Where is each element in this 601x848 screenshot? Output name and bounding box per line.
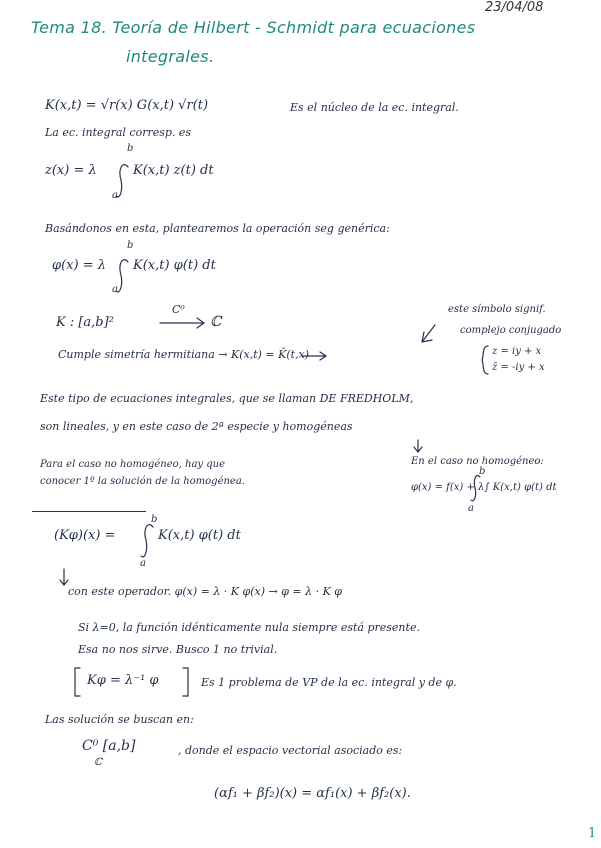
pointer-arrow (422, 325, 435, 342)
limit-lower-3: a (468, 503, 474, 514)
integral-sign-4 (141, 525, 153, 557)
hermitian-symmetry: Cumple simetría hermitiana → K(x,t) = K̄(t,x) (58, 348, 310, 361)
phi-equation-lhs: φ(x) = λ (52, 258, 106, 273)
trivial-solution-line1: Si λ=0, la función idénticamente nula siempre está presente. (78, 621, 420, 634)
non-homogeneous-equation: φ(x) = f(x) + λ∫ K(x,t) φ(t) dt (411, 482, 557, 493)
eigenvalue-equation: Kφ = λ⁻¹ φ (87, 673, 159, 688)
limit-lower-2: a (112, 284, 118, 295)
limit-upper-1: b (127, 143, 134, 154)
symbol-note-line2: complejo conjugado (460, 325, 562, 336)
eigenvalue-problem-note: Es 1 problema de VP de la ec. integral y de φ. (201, 676, 457, 689)
z-equation-lhs: z(x) = λ (45, 163, 97, 178)
phi-equation-rhs: K(x,t) φ(t) dt (133, 258, 216, 273)
kphi-bracket-left (75, 668, 80, 696)
limit-upper-4: b (151, 514, 158, 525)
basandonos-text: Basándonos en esta, plantearemos la operación seg genérica: (45, 222, 390, 235)
integral-equation-intro: La ec. integral corresp. es (45, 126, 192, 139)
map-domain: K : [a,b]² (56, 315, 114, 330)
z-conjugate-definition: z̄ = -iy + x (492, 362, 545, 373)
solutions-intro: Las solución se buscan en: (45, 713, 194, 726)
non-homogeneous-case-label: En el caso no homogéneo: (411, 456, 544, 467)
function-space-subscript: ℂ (94, 757, 102, 768)
page-title-line2: integrales. (126, 47, 215, 66)
page-title-line1: Tema 18. Teoría de Hilbert - Schmidt para ecuaciones (31, 18, 476, 37)
kphi-bracket-right (183, 668, 188, 696)
date-stamp: 23/04/08 (485, 0, 544, 15)
section-divider (32, 511, 146, 512)
map-arrow-label: C⁰ (172, 303, 185, 316)
page-number: 1 (588, 826, 597, 841)
limit-lower-1: a (112, 190, 118, 201)
z-equation-rhs: K(x,t) z(t) dt (133, 163, 214, 178)
map-codomain: ℂ (210, 314, 222, 330)
kernel-definition: K(x,t) = √r(x) G(x,t) √r(t) (45, 98, 209, 113)
limit-upper-3: b (479, 466, 486, 477)
limit-upper-2: b (127, 240, 134, 251)
fredholm-line2: son lineales, y en este caso de 2ª especie y homogéneas (40, 420, 353, 433)
trivial-solution-line2: Esa no nos sirve. Busco 1 no trivial. (78, 643, 278, 656)
operator-definition-lhs: (Kφ)(x) = (54, 528, 116, 543)
non-homogeneous-line1: Para el caso no homogéneo, hay que (40, 459, 225, 470)
operator-eigen-relation: con este operador. φ(x) = λ · K φ(x) → φ = λ · K φ (68, 585, 343, 598)
non-homogeneous-line2: conocer 1º la solución de la homogénea. (40, 476, 245, 487)
symbol-note-line1: este símbolo signif. (448, 304, 546, 315)
vector-space-note: , donde el espacio vectorial asociado es: (178, 744, 403, 757)
function-space: C⁰ [a,b] (82, 738, 136, 754)
z-definition: z = iy + x (492, 346, 542, 357)
kernel-note: Es el núcleo de la ec. integral. (290, 101, 459, 114)
operator-definition-rhs: K(x,t) φ(t) dt (158, 528, 241, 543)
brace-z (482, 346, 488, 374)
limit-lower-4: a (140, 558, 146, 569)
linear-combination: (αf₁ + βf₂)(x) = αf₁(x) + βf₂(x). (214, 786, 411, 801)
fredholm-line1: Este tipo de ecuaciones integrales, que se llaman DE FREDHOLM, (40, 392, 414, 405)
